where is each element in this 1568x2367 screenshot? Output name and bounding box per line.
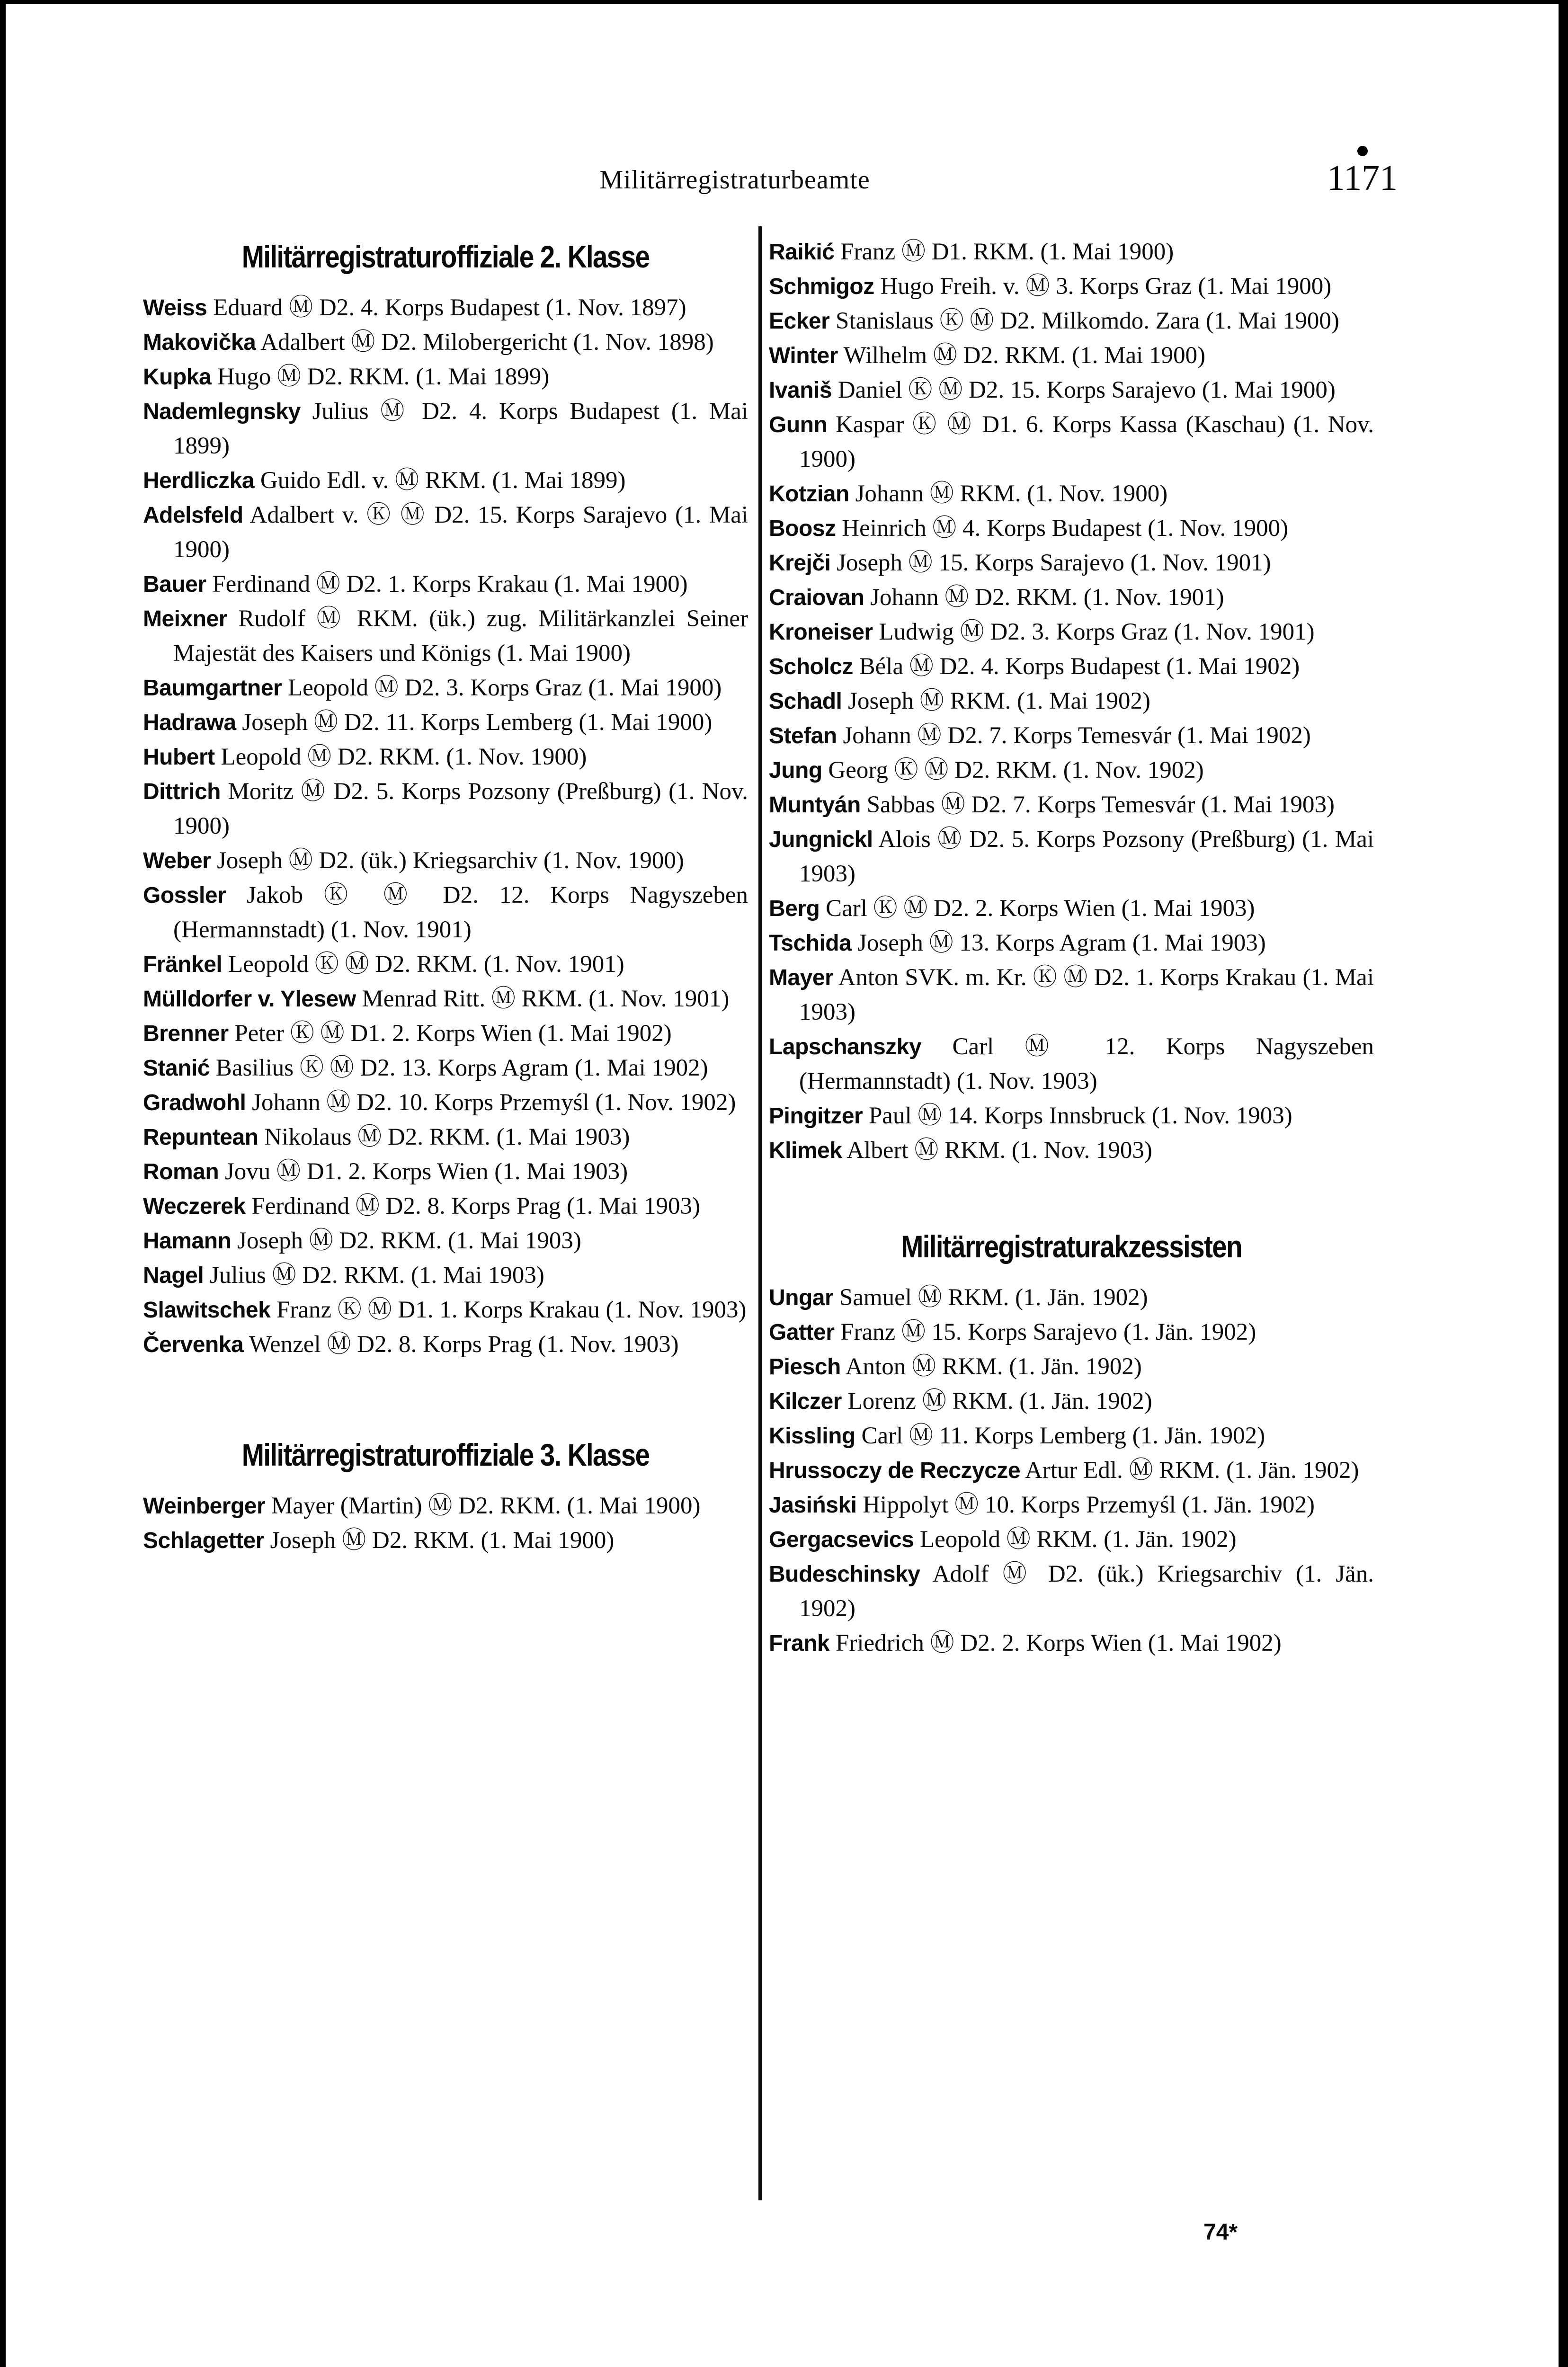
- entry: [769, 1626, 1374, 1661]
- entry-surname: Gatter: [769, 1320, 835, 1345]
- entry: [769, 1419, 1374, 1453]
- entry-surname: Bauer: [143, 572, 206, 597]
- entry-details: Guido Edl. v. Ⓜ RKM. (1. Mai 1899): [260, 467, 626, 494]
- section-heading: Militärregistraturakzessisten: [901, 1229, 1242, 1264]
- entry-details: Johann Ⓜ D2. 7. Korps Temesvár (1. Mai 1902): [843, 722, 1311, 749]
- entry: [143, 878, 748, 947]
- entry-surname: Jung: [769, 758, 822, 783]
- entry-surname: Craiovan: [769, 585, 864, 610]
- entry-details: Joseph Ⓜ D2. 11. Korps Lemberg (1. Mai 1900): [242, 709, 713, 736]
- entry: [769, 304, 1374, 338]
- entry-surname: Piesch: [769, 1354, 841, 1379]
- entry-details: Friedrich Ⓜ D2. 2. Korps Wien (1. Mai 1902): [835, 1630, 1282, 1656]
- entry-details: Peter Ⓚ Ⓜ D1. 2. Korps Wien (1. Mai 1902): [234, 1020, 672, 1047]
- entry: [143, 325, 748, 360]
- left-column: [143, 235, 748, 1558]
- entry: [769, 1281, 1374, 1315]
- entry: [769, 788, 1374, 822]
- entry-details: Julius Ⓜ D2. 4. Korps Budapest (1. Mai 1899): [173, 398, 748, 459]
- entry-surname: Hrussoczy de Reczycze: [769, 1458, 1021, 1483]
- entry: [769, 926, 1374, 961]
- entry-surname: Kroneiser: [769, 620, 873, 645]
- entry-details: Béla Ⓜ D2. 4. Korps Budapest (1. Mai 1902): [859, 653, 1300, 680]
- right-column: [769, 235, 1374, 1661]
- entry-details: Eduard Ⓜ D2. 4. Korps Budapest (1. Nov. 1897): [213, 294, 686, 321]
- entry-surname: Červenka: [143, 1332, 244, 1357]
- entry-details: Anton SVK. m. Kr. Ⓚ Ⓜ D2. 1. Korps Krakau (1. Mai 1903): [799, 964, 1374, 1025]
- entry-surname: Weiss: [143, 295, 207, 320]
- entry-details: Ferdinand Ⓜ D2. 1. Korps Krakau (1. Mai 1900): [212, 571, 688, 597]
- entry-details: Hugo Ⓜ D2. RKM. (1. Mai 1899): [217, 364, 550, 390]
- entry-surname: Schlagetter: [143, 1528, 264, 1553]
- entry: [769, 373, 1374, 408]
- entry-details: Carl Ⓜ 11. Korps Lemberg (1. Jän. 1902): [861, 1423, 1265, 1449]
- entry-surname: Fränkel: [143, 952, 223, 977]
- entry-surname: Frank: [769, 1631, 830, 1656]
- entry-details: Adolf Ⓜ D2. (ük.) Kriegsarchiv (1. Jän. 1902): [799, 1561, 1374, 1622]
- entry-details: Franz Ⓜ 15. Korps Sarajevo (1. Jän. 1902): [840, 1319, 1256, 1345]
- entry: [143, 1155, 748, 1189]
- entry-surname: Baumgartner: [143, 676, 282, 701]
- entry-surname: Adelsfeld: [143, 503, 243, 528]
- entry-surname: Lapschanszky: [769, 1034, 922, 1059]
- page-number: 1171: [1327, 158, 1398, 198]
- entry-details: Johann Ⓜ RKM. (1. Nov. 1900): [855, 481, 1168, 507]
- entry-details: Joseph Ⓜ D2. RKM. (1. Mai 1900): [270, 1527, 615, 1554]
- entry: [769, 408, 1374, 477]
- entry: [143, 1327, 748, 1362]
- entry: [143, 1086, 748, 1120]
- entry-details: Wenzel Ⓜ D2. 8. Korps Prag (1. Nov. 1903): [249, 1331, 679, 1358]
- entry: [143, 1016, 748, 1051]
- entry-details: Jovu Ⓜ D1. 2. Korps Wien (1. Mai 1903): [224, 1158, 628, 1185]
- entry-surname: Dittrich: [143, 779, 221, 804]
- signature-mark: 74*: [1203, 2220, 1238, 2245]
- entry-details: Franz Ⓜ D1. RKM. (1. Mai 1900): [840, 239, 1174, 265]
- entry-details: Daniel Ⓚ Ⓜ D2. 15. Korps Sarajevo (1. Mai 1900): [837, 377, 1336, 403]
- entry-details: Anton Ⓜ RKM. (1. Jän. 1902): [845, 1353, 1142, 1380]
- entry: [769, 1384, 1374, 1419]
- entry-surname: Winter: [769, 343, 838, 368]
- entry-surname: Budeschinsky: [769, 1562, 920, 1587]
- document-page: [6, 4, 1559, 2367]
- entry: [769, 477, 1374, 511]
- entry-surname: Stefan: [769, 723, 837, 748]
- entry: [143, 1224, 748, 1258]
- entry-details: Carl Ⓜ 12. Korps Nagyszeben (Hermannstadt) (1. Nov. 1903): [799, 1033, 1374, 1095]
- entry: [143, 705, 748, 740]
- entry: [769, 1315, 1374, 1350]
- entry-surname: Schmigoz: [769, 274, 874, 299]
- entry-surname: Hubert: [143, 745, 215, 770]
- entry: [769, 235, 1374, 269]
- entry-details: Lorenz Ⓜ RKM. (1. Jän. 1902): [847, 1388, 1152, 1415]
- section-gap: [769, 1168, 1374, 1225]
- entry: [143, 774, 748, 844]
- entry-surname: Mayer: [769, 965, 834, 990]
- entry-surname: Gradwohl: [143, 1090, 246, 1115]
- section-offiziale-3-klasse: [143, 1433, 748, 1558]
- entry: [769, 891, 1374, 926]
- entry-surname: Boosz: [769, 516, 836, 541]
- entry-details: Georg Ⓚ Ⓜ D2. RKM. (1. Nov. 1902): [828, 757, 1204, 783]
- entry: [769, 1453, 1374, 1488]
- entry: [143, 947, 748, 982]
- entry: [143, 1051, 748, 1086]
- entry: [769, 338, 1374, 373]
- entry-surname: Gergacsevics: [769, 1527, 914, 1552]
- entry-surname: Gunn: [769, 412, 828, 437]
- column-rule: [758, 226, 762, 2200]
- entry-details: Leopold Ⓜ D2. RKM. (1. Nov. 1900): [221, 744, 587, 770]
- entry-details: Julius Ⓜ D2. RKM. (1. Mai 1903): [209, 1262, 544, 1289]
- section-offiziale-2-klasse: [143, 235, 748, 1362]
- entry-details: Leopold Ⓜ D2. 3. Korps Graz (1. Mai 1900): [287, 675, 722, 701]
- entry-surname: Nagel: [143, 1263, 204, 1288]
- entry-surname: Weinberger: [143, 1494, 266, 1519]
- entry-surname: Roman: [143, 1159, 219, 1184]
- section-akzessisten: [769, 1225, 1374, 1661]
- entry-details: Hippolyt Ⓜ 10. Korps Przemyśl (1. Jän. 1902): [863, 1492, 1315, 1518]
- entry: [769, 269, 1374, 304]
- section-gap: [143, 1362, 748, 1433]
- entry-surname: Raikić: [769, 240, 835, 265]
- entry-surname: Ivaniš: [769, 378, 832, 403]
- entry: [143, 1293, 748, 1327]
- running-head: Militärregistraturbeamte: [599, 165, 870, 195]
- entry-details: Artur Edl. Ⓜ RKM. (1. Jän. 1902): [1025, 1457, 1359, 1484]
- entry: [143, 982, 748, 1016]
- entry-surname: Weber: [143, 848, 211, 873]
- entry-surname: Pingitzer: [769, 1103, 863, 1129]
- entry-details: Adalbert Ⓜ D2. Milobergericht (1. Nov. 1898): [260, 329, 714, 356]
- entry: [769, 546, 1374, 580]
- entry-surname: Hamann: [143, 1228, 232, 1254]
- entry: [143, 671, 748, 705]
- entry-surname: Kilczer: [769, 1389, 842, 1414]
- entry: [769, 615, 1374, 650]
- entry-surname: Slawitschek: [143, 1298, 271, 1323]
- entry: [769, 1099, 1374, 1133]
- entry: [769, 650, 1374, 684]
- section-heading: Militärregistraturoffiziale 2. Klasse: [241, 239, 650, 274]
- entry-details: Mayer (Martin) Ⓜ D2. RKM. (1. Mai 1900): [271, 1493, 701, 1519]
- entry-surname: Hadrawa: [143, 710, 236, 735]
- entry: [143, 1489, 748, 1523]
- entry-surname: Herdliczka: [143, 468, 255, 493]
- entry-details: Kaspar Ⓚ Ⓜ D1. 6. Korps Kassa (Kaschau) (1. Nov. 1900): [799, 411, 1374, 472]
- entry: [769, 822, 1374, 891]
- entry-details: Alois Ⓜ D2. 5. Korps Pozsony (Preßburg) (1. Mai 1903): [799, 826, 1374, 887]
- entry-surname: Ungar: [769, 1285, 834, 1310]
- entry-surname: Meixner: [143, 606, 227, 632]
- entry: [769, 1030, 1374, 1099]
- entry-surname: Kissling: [769, 1424, 855, 1449]
- entry-details: Joseph Ⓜ RKM. (1. Mai 1902): [848, 688, 1151, 714]
- entry-details: Johann Ⓜ D2. RKM. (1. Nov. 1901): [870, 584, 1224, 611]
- entry-surname: Jungnickl: [769, 827, 873, 852]
- entry: [143, 1523, 748, 1558]
- entry-details: Heinrich Ⓜ 4. Korps Budapest (1. Nov. 1900): [842, 515, 1289, 542]
- entry-surname: Brenner: [143, 1021, 229, 1046]
- entry: [769, 719, 1374, 753]
- entry: [143, 360, 748, 394]
- entry: [143, 567, 748, 602]
- entry-details: Joseph Ⓜ D2. RKM. (1. Mai 1903): [237, 1228, 581, 1254]
- entry-details: Ludwig Ⓜ D2. 3. Korps Graz (1. Nov. 1901): [879, 619, 1315, 645]
- entry: [143, 394, 748, 463]
- entry-details: Basilius Ⓚ Ⓜ D2. 13. Korps Agram (1. Mai 1902): [215, 1055, 708, 1081]
- entry-surname: Muntyán: [769, 792, 861, 818]
- entry: [769, 511, 1374, 546]
- section-heading: Militärregistraturoffiziale 3. Klasse: [241, 1437, 650, 1472]
- entry-surname: Repuntean: [143, 1125, 258, 1150]
- entry-details: Joseph Ⓜ 13. Korps Agram (1. Mai 1903): [857, 930, 1266, 956]
- entry-details: Wilhelm Ⓜ D2. RKM. (1. Mai 1900): [843, 342, 1206, 369]
- entry-details: Paul Ⓜ 14. Korps Innsbruck (1. Nov. 1903): [868, 1103, 1292, 1129]
- entry-surname: Jasiński: [769, 1493, 857, 1518]
- entry-details: Sabbas Ⓜ D2. 7. Korps Temesvár (1. Mai 1903): [866, 792, 1335, 818]
- entry-details: Franz Ⓚ Ⓜ D1. 1. Korps Krakau (1. Nov. 1903): [276, 1297, 747, 1323]
- entry: [143, 1189, 748, 1224]
- entry: [143, 1120, 748, 1155]
- entry-details: Albert Ⓜ RKM. (1. Nov. 1903): [846, 1137, 1152, 1164]
- entry: [143, 740, 748, 774]
- entry-surname: Gossler: [143, 883, 226, 908]
- entry: [143, 498, 748, 567]
- entry-details: Nikolaus Ⓜ D2. RKM. (1. Mai 1903): [264, 1124, 630, 1150]
- entry: [769, 580, 1374, 615]
- entry: [769, 1522, 1374, 1557]
- entry-details: Ferdinand Ⓜ D2. 8. Korps Prag (1. Mai 1903): [251, 1193, 700, 1219]
- entry-surname: Makovička: [143, 330, 256, 355]
- entry-surname: Kotzian: [769, 481, 849, 507]
- entry-details: Adalbert v. Ⓚ Ⓜ D2. 15. Korps Sarajevo (1. Mai 1900): [173, 502, 748, 563]
- entry-details: Leopold Ⓚ Ⓜ D2. RKM. (1. Nov. 1901): [228, 951, 624, 978]
- entry: [769, 1350, 1374, 1384]
- entry: [769, 961, 1374, 1030]
- entry-surname: Ecker: [769, 309, 830, 334]
- entry: [143, 463, 748, 498]
- entry: [143, 844, 748, 878]
- entry-details: Hugo Freih. v. Ⓜ 3. Korps Graz (1. Mai 1900): [880, 273, 1332, 300]
- entry-details: Joseph Ⓜ D2. (ük.) Kriegsarchiv (1. Nov. 1900): [217, 847, 684, 874]
- entry-details: Samuel Ⓜ RKM. (1. Jän. 1902): [839, 1284, 1148, 1311]
- entry-surname: Weczerek: [143, 1194, 246, 1219]
- entry: [769, 1488, 1374, 1522]
- entry-details: Joseph Ⓜ 15. Korps Sarajevo (1. Nov. 1901): [837, 550, 1271, 576]
- entry-details: Menrad Ritt. Ⓜ RKM. (1. Nov. 1901): [362, 986, 730, 1012]
- entry-surname: Klimek: [769, 1138, 842, 1163]
- print-dot: [1357, 146, 1368, 156]
- entry-details: Johann Ⓜ D2. 10. Korps Przemyśl (1. Nov. 1902): [252, 1089, 736, 1116]
- entry-surname: Tschida: [769, 931, 852, 956]
- section-continued-entries: [769, 235, 1374, 1168]
- entry: [143, 291, 748, 325]
- entry-details: Carl Ⓚ Ⓜ D2. 2. Korps Wien (1. Mai 1903): [826, 895, 1255, 922]
- entry-details: Leopold Ⓜ RKM. (1. Jän. 1902): [919, 1526, 1237, 1553]
- entry: [143, 1258, 748, 1293]
- entry-surname: Kupka: [143, 365, 212, 390]
- entry-surname: Mülldorfer v. Ylesew: [143, 987, 356, 1012]
- entry: [769, 1557, 1374, 1626]
- entry-surname: Berg: [769, 896, 820, 921]
- entry-details: Rudolf Ⓜ RKM. (ük.) zug. Militärkanzlei Seiner Majestät des Kaisers und Königs (1. Mai 1900): [173, 605, 748, 667]
- entry: [769, 684, 1374, 719]
- entry: [143, 602, 748, 671]
- entry-surname: Krejči: [769, 551, 831, 576]
- entry-surname: Nademlegnsky: [143, 399, 301, 424]
- entry-surname: Stanić: [143, 1056, 210, 1081]
- entry-details: Jakob Ⓚ Ⓜ D2. 12. Korps Nagyszeben (Hermannstadt) (1. Nov. 1901): [173, 882, 748, 943]
- entry: [769, 753, 1374, 788]
- entry-details: Moritz Ⓜ D2. 5. Korps Pozsony (Preßburg) (1. Nov. 1900): [173, 778, 748, 839]
- entry-details: Stanislaus Ⓚ Ⓜ D2. Milkomdo. Zara (1. Mai 1900): [836, 308, 1339, 334]
- entry-surname: Scholcz: [769, 654, 853, 679]
- entry-surname: Schadl: [769, 689, 842, 714]
- entry: [769, 1133, 1374, 1168]
